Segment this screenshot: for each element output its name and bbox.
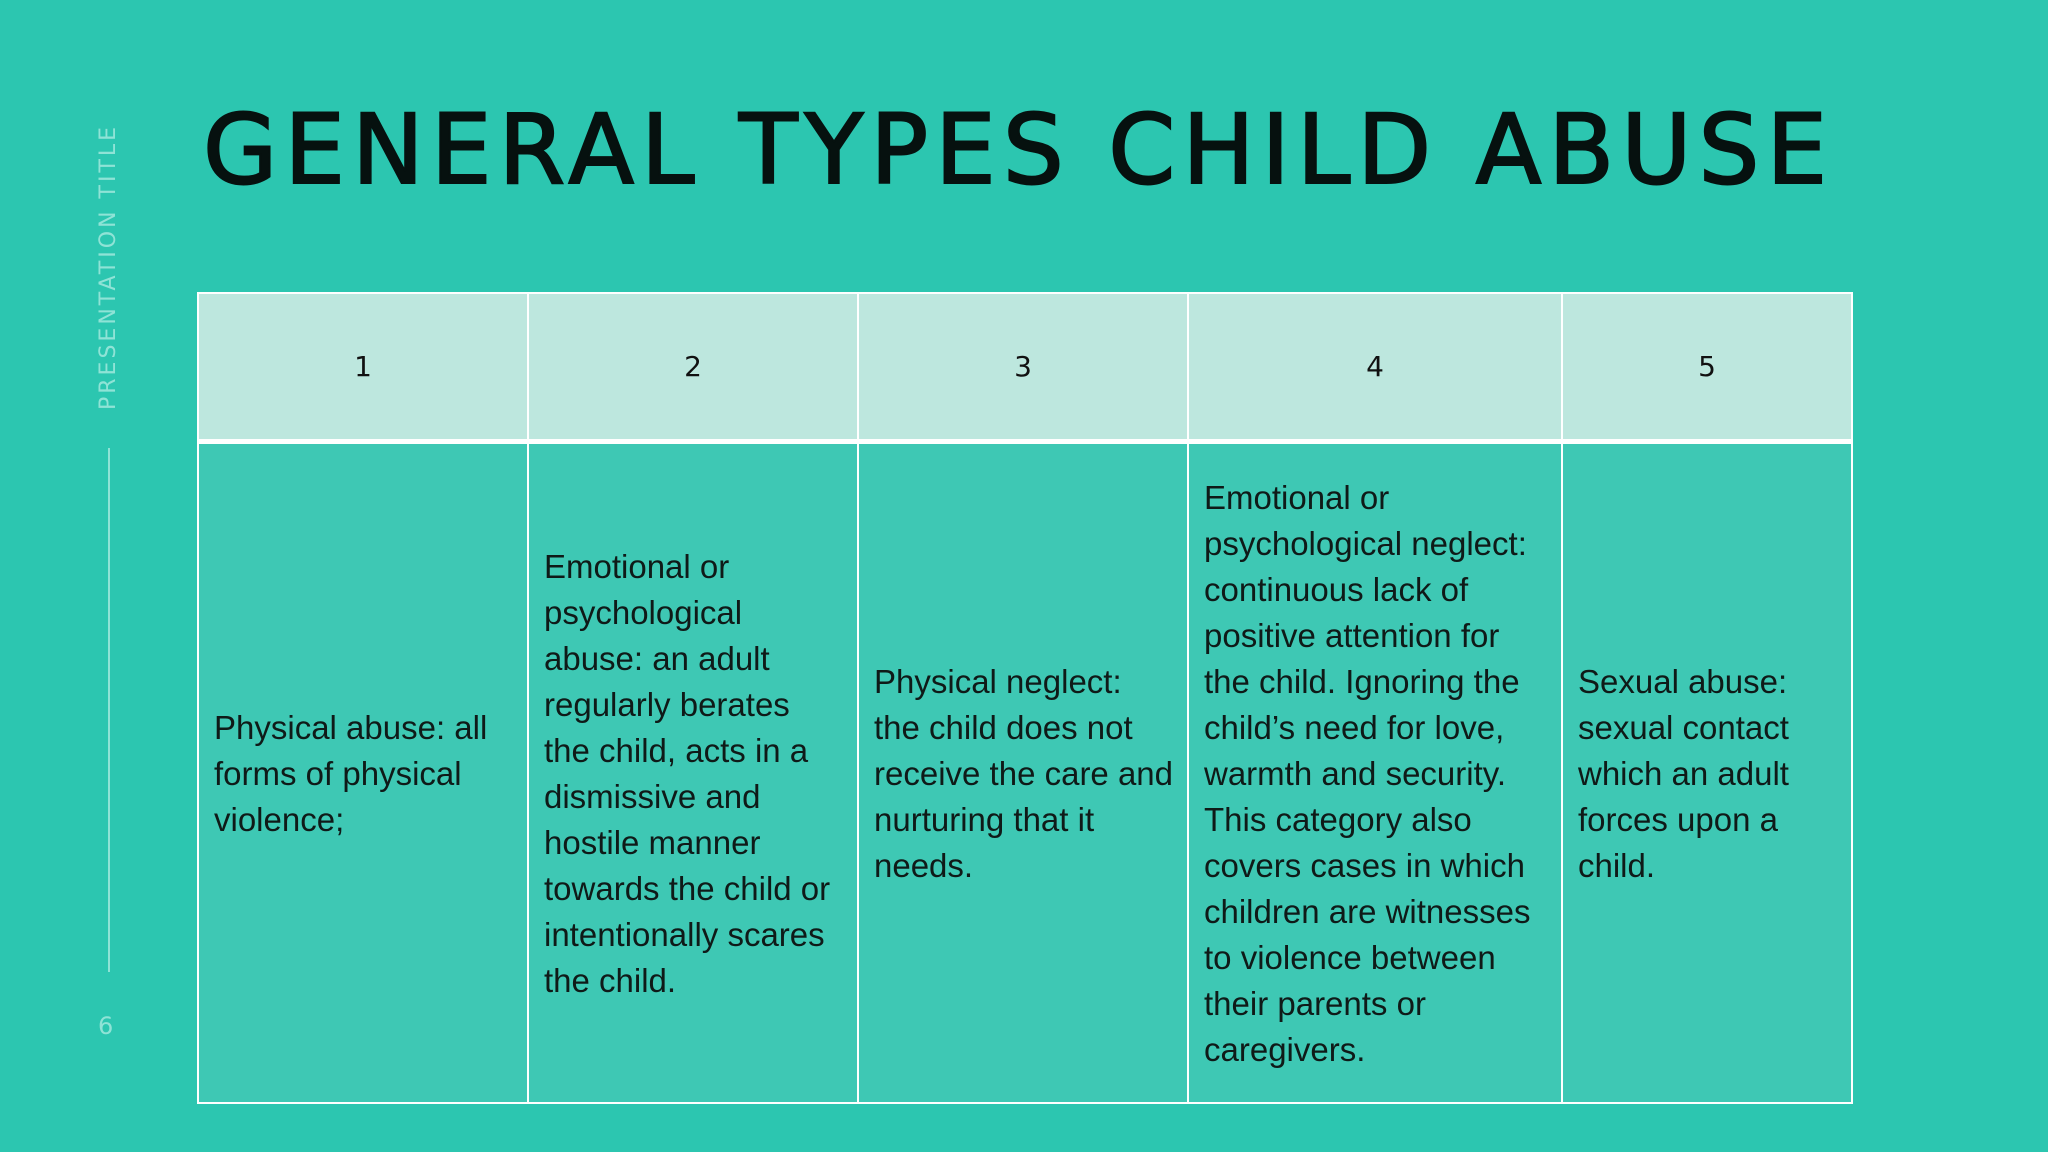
slide-title: GENERAL TYPES CHILD ABUSE [203,94,1835,206]
header-cell-3: 3 [858,293,1188,442]
side-divider-line [108,448,110,972]
header-cell-2: 2 [528,293,858,442]
page-number: 6 [98,1012,114,1040]
side-presentation-title: PRESENTATION TITLE [96,123,121,410]
cell-physical-abuse: Physical abuse: all forms of physical violence; [198,442,528,1104]
cell-sexual-abuse: Sexual abuse: sexual contact which an adult forces upon a child. [1562,442,1852,1104]
abuse-types-table [197,292,1853,1104]
table-header-row [198,293,1852,442]
header-cell-4: 4 [1188,293,1562,442]
cell-emotional-neglect: Emotional or psychological neglect: continuous lack of positive attention for the child. Ignoring the child’s need for love, warmth and security. This category also covers cases in which children are witnesses to violence between their parents or caregivers. [1188,442,1562,1104]
cell-physical-neglect: Physical neglect: the child does not receive the care and nurturing that it needs. [858,442,1188,1104]
header-cell-1: 1 [198,293,528,442]
table-row [198,442,1852,1104]
header-cell-5: 5 [1562,293,1852,442]
cell-emotional-abuse: Emotional or psychological abuse: an adult regularly berates the child, acts in a dismissive and hostile manner towards the child or intentionally scares the child. [528,442,858,1104]
